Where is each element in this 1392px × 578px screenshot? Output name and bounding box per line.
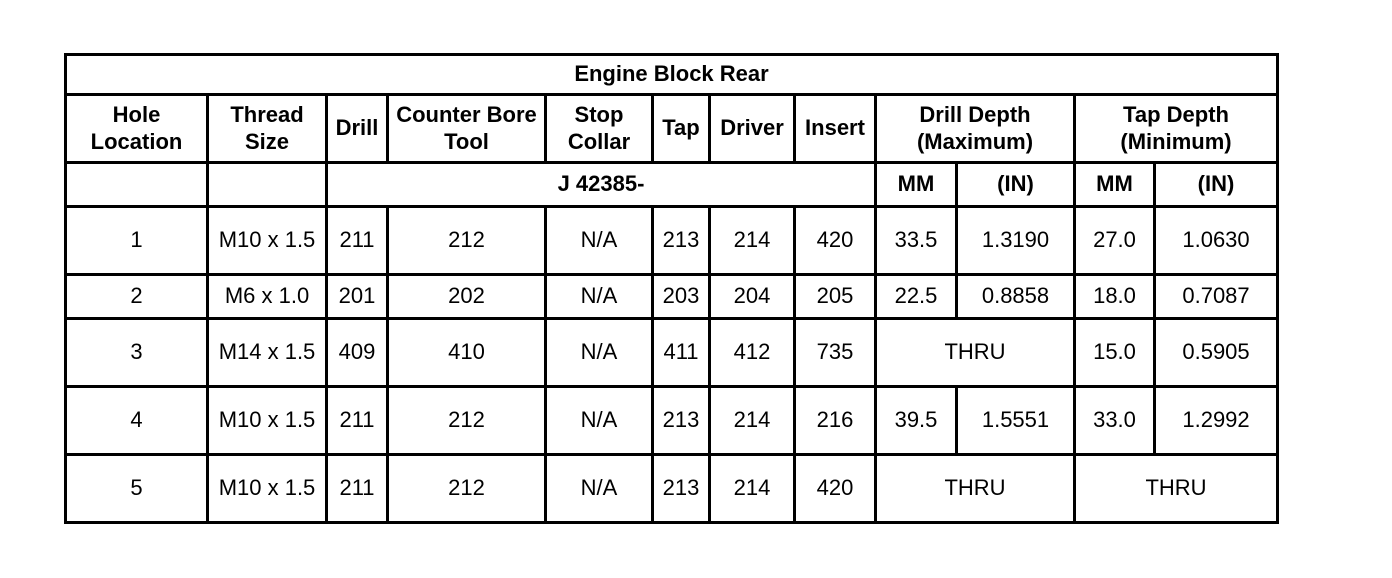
- insert-cell: 205: [795, 275, 876, 319]
- tap-cell: 213: [653, 207, 710, 275]
- thread-size-cell: M14 x 1.5: [208, 319, 327, 387]
- drill-depth-in-cell: 1.5551: [957, 387, 1075, 455]
- thread-size-cell: M10 x 1.5: [208, 207, 327, 275]
- drill-depth-in-unit: (IN): [957, 163, 1075, 207]
- table-row: [66, 387, 1278, 455]
- tap-cell: 213: [653, 455, 710, 523]
- counter-bore-cell: 410: [388, 319, 546, 387]
- drill-depth-cell: THRU: [876, 455, 1075, 523]
- header-hole-location: Hole Location: [66, 95, 208, 163]
- tap-cell: 203: [653, 275, 710, 319]
- insert-cell: 735: [795, 319, 876, 387]
- tap-depth-in-cell: 0.5905: [1155, 319, 1278, 387]
- tap-depth-in-cell: 0.7087: [1155, 275, 1278, 319]
- driver-cell: 412: [710, 319, 795, 387]
- stop-collar-cell: N/A: [546, 275, 653, 319]
- drill-cell: 201: [327, 275, 388, 319]
- drill-cell: 409: [327, 319, 388, 387]
- counter-bore-cell: 212: [388, 455, 546, 523]
- table-title: Engine Block Rear: [66, 55, 1278, 95]
- tap-cell: 411: [653, 319, 710, 387]
- header-counter-bore-tool: Counter Bore Tool: [388, 95, 546, 163]
- hole-location-cell: 5: [66, 455, 208, 523]
- header-thread-size: Thread Size: [208, 95, 327, 163]
- header-row: [66, 95, 1278, 163]
- hole-location-cell: 3: [66, 319, 208, 387]
- title-row: [66, 55, 1278, 95]
- tap-depth-mm-unit: MM: [1075, 163, 1155, 207]
- tap-depth-in-cell: 1.2992: [1155, 387, 1278, 455]
- tap-depth-mm-cell: 18.0: [1075, 275, 1155, 319]
- drill-cell: 211: [327, 207, 388, 275]
- tap-depth-cell: THRU: [1075, 455, 1278, 523]
- header-tap-depth: Tap Depth (Minimum): [1075, 95, 1278, 163]
- drill-depth-cell: THRU: [876, 319, 1075, 387]
- unit-blank-hole: [66, 163, 208, 207]
- thread-size-cell: M10 x 1.5: [208, 455, 327, 523]
- table-row: [66, 319, 1278, 387]
- thread-size-cell: M10 x 1.5: [208, 387, 327, 455]
- insert-cell: 420: [795, 207, 876, 275]
- hole-location-cell: 1: [66, 207, 208, 275]
- header-tap: Tap: [653, 95, 710, 163]
- table-row: [66, 207, 1278, 275]
- drill-depth-in-cell: 1.3190: [957, 207, 1075, 275]
- tap-cell: 213: [653, 387, 710, 455]
- drill-depth-mm-cell: 33.5: [876, 207, 957, 275]
- counter-bore-cell: 212: [388, 387, 546, 455]
- counter-bore-cell: 212: [388, 207, 546, 275]
- driver-cell: 204: [710, 275, 795, 319]
- stop-collar-cell: N/A: [546, 455, 653, 523]
- drill-depth-mm-cell: 39.5: [876, 387, 957, 455]
- driver-cell: 214: [710, 387, 795, 455]
- hole-location-cell: 2: [66, 275, 208, 319]
- drill-depth-mm-unit: MM: [876, 163, 957, 207]
- header-drill-depth: Drill Depth (Maximum): [876, 95, 1075, 163]
- tool-prefix: J 42385-: [327, 163, 876, 207]
- header-stop-collar: Stop Collar: [546, 95, 653, 163]
- unit-row: [66, 163, 1278, 207]
- insert-cell: 420: [795, 455, 876, 523]
- stop-collar-cell: N/A: [546, 207, 653, 275]
- table-row: [66, 455, 1278, 523]
- header-driver: Driver: [710, 95, 795, 163]
- unit-blank-thread: [208, 163, 327, 207]
- stop-collar-cell: N/A: [546, 387, 653, 455]
- counter-bore-cell: 202: [388, 275, 546, 319]
- drill-cell: 211: [327, 387, 388, 455]
- thread-size-cell: M6 x 1.0: [208, 275, 327, 319]
- driver-cell: 214: [710, 455, 795, 523]
- hole-location-cell: 4: [66, 387, 208, 455]
- stop-collar-cell: N/A: [546, 319, 653, 387]
- drill-depth-mm-cell: 22.5: [876, 275, 957, 319]
- tap-depth-in-unit: (IN): [1155, 163, 1278, 207]
- tap-depth-in-cell: 1.0630: [1155, 207, 1278, 275]
- tap-depth-mm-cell: 27.0: [1075, 207, 1155, 275]
- header-drill: Drill: [327, 95, 388, 163]
- insert-cell: 216: [795, 387, 876, 455]
- tap-depth-mm-cell: 15.0: [1075, 319, 1155, 387]
- engine-block-rear-table: [64, 53, 1279, 524]
- drill-cell: 211: [327, 455, 388, 523]
- driver-cell: 214: [710, 207, 795, 275]
- drill-depth-in-cell: 0.8858: [957, 275, 1075, 319]
- tap-depth-mm-cell: 33.0: [1075, 387, 1155, 455]
- table-row: [66, 275, 1278, 319]
- header-insert: Insert: [795, 95, 876, 163]
